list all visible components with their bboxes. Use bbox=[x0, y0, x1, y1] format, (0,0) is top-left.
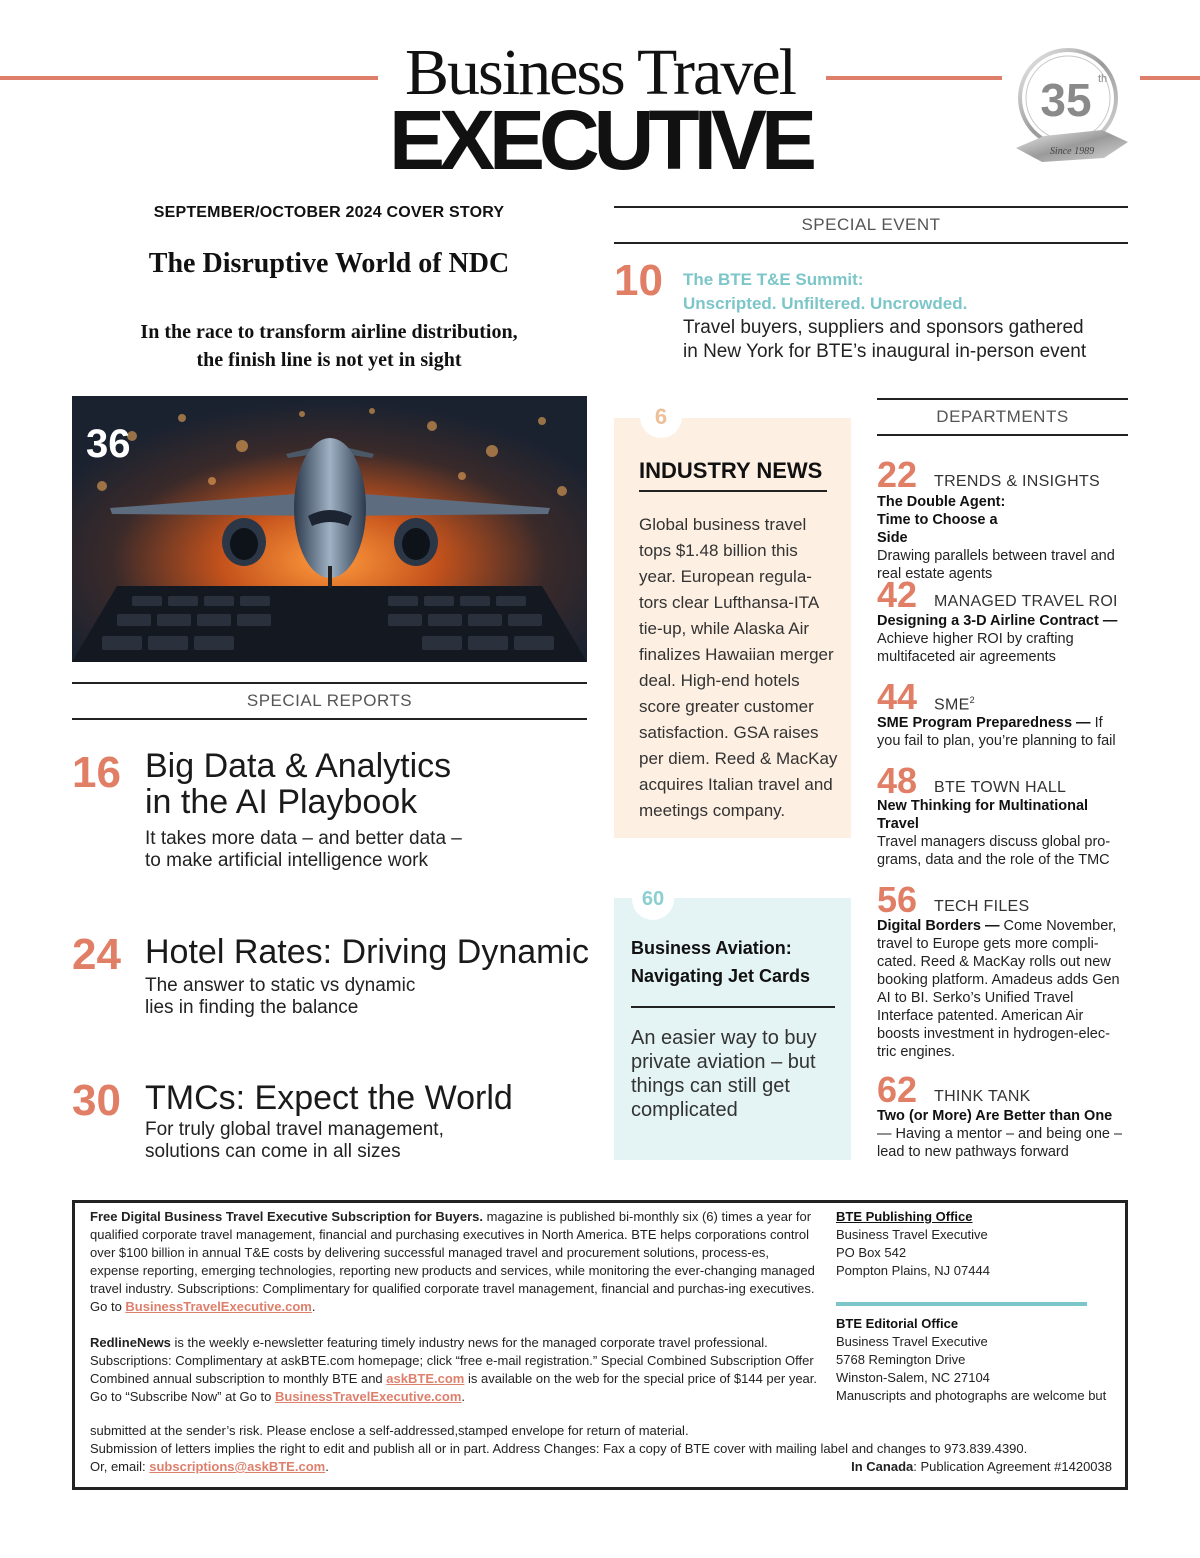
footer-subscription-text: magazine is published bi-monthly six (6) times a year for qualified corporate travel management, financial and purchasing executives in North America. BTE helps corporations control over $100 billion in annual T&E costs by delivering successful managed travel and procurement solutions, process-es, expense reporting, emerging technologies, reporting new products and services, while monitoring the ever-changing managed travel industry. Subscriptions: Complimentary for qualified corporate travel management, financial and purchas-ing executives. Go to bbox=[90, 1209, 815, 1314]
industry-news-body: Global business travel tops $1.48 billion this year. European regula-tors clear Lufthansa-ITA tie-up, while Alaska Air finalizes Hawaiian merger deal. High-end hotels score greater customer satisfaction. GSA raises per diem. Reed & MacKay acquires Italian travel and meetings company. bbox=[639, 515, 838, 820]
dept-1-page: 22 bbox=[877, 454, 918, 495]
footer-publishing-office bbox=[836, 1208, 1116, 1280]
publishing-office-heading: BTE Publishing Office bbox=[836, 1209, 973, 1224]
dept-1-section: TRENDS & INSIGHTS bbox=[934, 473, 1101, 490]
special-report-2-desc-line2: lies in finding the balance bbox=[145, 997, 359, 1018]
footer-bottom-line3: Or, email: subscriptions@askBTE.com. In Canada: Publication Agreement #1420038 bbox=[90, 1459, 1112, 1474]
footer-subscription: Free Digital Business Travel Executive Subscription for Buyers. magazine is published bi-monthly six (6) times a year for qualified corporate travel management, financial and purchasing executives in North America. BTE helps corporations control over $100 billion in annual T&E costs by delivering successful managed travel and procurement solutions, process-es, expense reporting, emerging technologies, reporting new products and services, while monitoring the ever-changing managed travel industry. Subscriptions: Complimentary for qualified corporate travel management, financial and purchas-ing executives. Go to BusinessTravelExecutive.com. bbox=[90, 1209, 815, 1314]
footer-bottom-line1: submitted at the sender’s risk. Please enclose a self-addressed,stamped envelope for return of material. bbox=[90, 1423, 689, 1438]
footer-editorial-office bbox=[836, 1315, 1121, 1405]
cover-page-number: 36 bbox=[86, 422, 131, 466]
dept-6-desc: — Having a mentor – and being one – lead to new pathways forward bbox=[877, 1126, 1123, 1160]
dept-1-title: The Double Agent: Time to Choose a Side bbox=[877, 494, 1006, 546]
dept-4-page: 48 bbox=[877, 760, 918, 801]
special-report-1-desc-line1: It takes more data – and better data – bbox=[145, 828, 462, 849]
special-event-title-line2: Unscripted. Unfiltered. Uncrowded. bbox=[683, 294, 968, 313]
special-report-1-title[interactable] bbox=[145, 748, 451, 820]
dept-1-desc: Drawing parallels between travel and real estate agents bbox=[877, 548, 1115, 582]
badge-since: Since 1989 bbox=[1049, 146, 1095, 157]
departments-header: DEPARTMENTS bbox=[877, 398, 1128, 436]
cover-title[interactable]: The Disruptive World of NDC bbox=[148, 248, 510, 279]
special-event-header: SPECIAL EVENT bbox=[614, 206, 1128, 244]
editorial-office-line4: Manuscripts and photographs are welcome but bbox=[836, 1388, 1107, 1403]
footer-redline: RedlineNews is the weekly e-newsletter featuring timely industry news for the managed corporate travel professional. Subscriptions: Complimentary at askBTE.com homepage; click “free e-mail registration.” Special Combined Subscription Offer Combined annual subscription to monthly BTE and askBTE.com is available on the web for the special price of $144 per year. Go to “Subscribe Now” at Go to BusinessTravelExecutive.com. bbox=[90, 1335, 818, 1404]
editorial-office-line1: Business Travel Executive bbox=[836, 1334, 988, 1349]
special-report-2-page: 24 bbox=[72, 930, 121, 979]
dept-6-section: THINK TANK bbox=[934, 1088, 1031, 1105]
dept-2-desc: Achieve higher ROI by crafting multifaceted air agreements bbox=[877, 631, 1074, 665]
dept-5-page: 56 bbox=[877, 879, 918, 920]
special-report-3-title[interactable]: TMCs: Expect the World bbox=[145, 1079, 513, 1117]
footer-canada-label: In Canada bbox=[851, 1459, 914, 1474]
dept-2-body[interactable] bbox=[877, 612, 1129, 666]
special-report-1-desc bbox=[145, 828, 462, 872]
cover-subtitle bbox=[72, 318, 586, 374]
special-event-desc bbox=[683, 316, 1086, 364]
dept-3-body[interactable] bbox=[877, 714, 1129, 750]
footer-canada-text: : Publication Agreement #1420038 bbox=[913, 1459, 1112, 1474]
special-event-desc-line2: in New York for BTE’s inaugural in-person event bbox=[683, 341, 1087, 362]
dept-4-body[interactable] bbox=[877, 797, 1129, 869]
dept-3-desc: If you fail to plan, you’re planning to fail bbox=[877, 715, 1116, 749]
special-event-title-line1: The BTE T&E Summit: bbox=[683, 270, 864, 289]
publishing-office-line3: Pompton Plains, NJ 07444 bbox=[836, 1263, 990, 1278]
dept-6-page: 62 bbox=[877, 1069, 918, 1110]
special-report-1-title-line2: in the AI Playbook bbox=[145, 783, 418, 821]
dept-1-body[interactable] bbox=[877, 493, 1129, 583]
dept-6-title: Two (or More) Are Better than One bbox=[877, 1108, 1113, 1124]
dept-5-title: Digital Borders — bbox=[877, 918, 1000, 934]
special-report-2-title[interactable]: Hotel Rates: Driving Dynamic bbox=[145, 933, 590, 971]
footer-askbte-link[interactable]: askBTE.com bbox=[386, 1371, 465, 1386]
special-report-2-desc bbox=[145, 975, 415, 1019]
editorial-office-heading: BTE Editorial Office bbox=[836, 1316, 959, 1331]
dept-3-section-label: SME bbox=[934, 696, 970, 714]
aviation-body: An easier way to buy private aviation – but things can still get complicated bbox=[631, 1027, 817, 1121]
dept-5-desc: Come November, travel to Europe gets more compli-cated. Reed & MacKay rolls out new booking platform. Amadeus adds Gen AI to BI. Serko’s Unified Travel Interface patented. American Air boosts investment in hydrogen-elec-tric engines. bbox=[877, 918, 1120, 1060]
masthead-rule-far-right bbox=[1140, 76, 1200, 80]
dept-3-section-sup: 2 bbox=[969, 695, 975, 705]
special-event-page: 10 bbox=[614, 256, 663, 305]
dept-5-body[interactable] bbox=[877, 917, 1129, 1061]
footer-bottom-line2: Submission of letters implies the right to edit and publish all or in part. Address Changes: Fax a copy of BTE cover with mailing label and changes to 973.839.4390. bbox=[90, 1441, 1028, 1456]
editorial-office-line3: Winston-Salem, NC 27104 bbox=[836, 1370, 990, 1385]
dept-3-page: 44 bbox=[877, 676, 918, 717]
footer-subscription-heading: Free Digital Business Travel Executive Subscription for Buyers. bbox=[90, 1209, 484, 1224]
dept-3-title: SME Program Preparedness — bbox=[877, 715, 1091, 731]
dept-6-body[interactable] bbox=[877, 1107, 1129, 1161]
aviation-header[interactable]: Business Aviation: Navigating Jet Cards bbox=[631, 934, 835, 1008]
dept-2-section: MANAGED TRAVEL ROI bbox=[934, 593, 1118, 610]
footer-redline-text1: is the weekly e-newsletter featuring timely industry news for the managed corporate travel professional. Subscriptions: Complimentary at askBTE.com homepage; click “free e-mail registration.” Special Combined Subscription Offer Combined annual subscription to monthly BTE and bbox=[90, 1335, 814, 1386]
masthead-line2: EXECUTIVE bbox=[388, 93, 812, 187]
aviation-page: 60 bbox=[632, 878, 674, 920]
industry-news-header[interactable]: INDUSTRY NEWS bbox=[639, 458, 827, 492]
special-reports-header: SPECIAL REPORTS bbox=[72, 682, 587, 720]
special-event-title[interactable] bbox=[683, 268, 967, 316]
footer-canada bbox=[851, 1458, 1112, 1476]
footer-bottom bbox=[90, 1422, 1114, 1476]
cover-kicker: SEPTEMBER/OCTOBER 2024 COVER STORY bbox=[153, 204, 505, 221]
dept-4-title: New Thinking for Multinational Travel bbox=[877, 798, 1089, 832]
dept-2-title: Designing a 3-D Airline Contract — bbox=[877, 613, 1118, 629]
badge-suffix: th bbox=[1098, 73, 1108, 85]
dept-3-section bbox=[934, 695, 975, 714]
dept-4-desc: Travel managers discuss global pro-grams, data and the role of the TMC bbox=[877, 834, 1111, 868]
footer-email-label: Or, email: bbox=[90, 1459, 146, 1474]
special-report-3-page: 30 bbox=[72, 1076, 121, 1125]
special-report-3-desc bbox=[145, 1119, 444, 1163]
dept-5-section: TECH FILES bbox=[934, 898, 1030, 915]
special-report-1-page: 16 bbox=[72, 748, 121, 797]
footer-redline-text2: is available on the web for the special price of $144 per year. Go to “Subscribe Now” at Go to bbox=[90, 1371, 818, 1404]
masthead-rule-right bbox=[826, 76, 1002, 80]
special-report-3-desc-line2: solutions can come in all sizes bbox=[145, 1141, 401, 1162]
dept-2-page: 42 bbox=[877, 574, 918, 615]
editorial-office-line2: 5768 Remington Drive bbox=[836, 1352, 966, 1367]
special-report-1-desc-line2: to make artificial intelligence work bbox=[145, 850, 429, 871]
cover-image[interactable] bbox=[72, 396, 587, 662]
publishing-office-line2: PO Box 542 bbox=[836, 1245, 907, 1260]
footer-email-link[interactable]: subscriptions@askBTE.com bbox=[149, 1459, 326, 1474]
special-event-desc-line1: Travel buyers, suppliers and sponsors gathered bbox=[683, 317, 1084, 338]
cover-airplane-illustration bbox=[72, 396, 587, 662]
footer-redline-heading: RedlineNews bbox=[90, 1335, 171, 1350]
publishing-office-line1: Business Travel Executive bbox=[836, 1227, 988, 1242]
cover-subtitle-line1: In the race to transform airline distribution, bbox=[140, 321, 518, 343]
badge-number: 35 bbox=[1040, 74, 1092, 126]
industry-news-page: 6 bbox=[640, 396, 682, 438]
footer-site-link-2[interactable]: BusinessTravelExecutive.com bbox=[274, 1389, 462, 1404]
footer-site-link-1[interactable]: BusinessTravelExecutive.com bbox=[125, 1299, 312, 1314]
special-report-1-title-line1: Big Data & Analytics bbox=[145, 747, 452, 785]
dept-4-section: BTE TOWN HALL bbox=[934, 779, 1067, 796]
anniversary-badge bbox=[1014, 46, 1130, 164]
footer-teal-divider bbox=[836, 1302, 1087, 1306]
masthead-rule-left bbox=[0, 76, 378, 80]
special-report-2-desc-line1: The answer to static vs dynamic bbox=[145, 975, 416, 996]
masthead-line1: Business Travel bbox=[405, 36, 795, 109]
cover-subtitle-line2: the finish line is not yet in sight bbox=[196, 349, 462, 371]
special-report-3-desc-line1: For truly global travel management, bbox=[145, 1119, 444, 1140]
